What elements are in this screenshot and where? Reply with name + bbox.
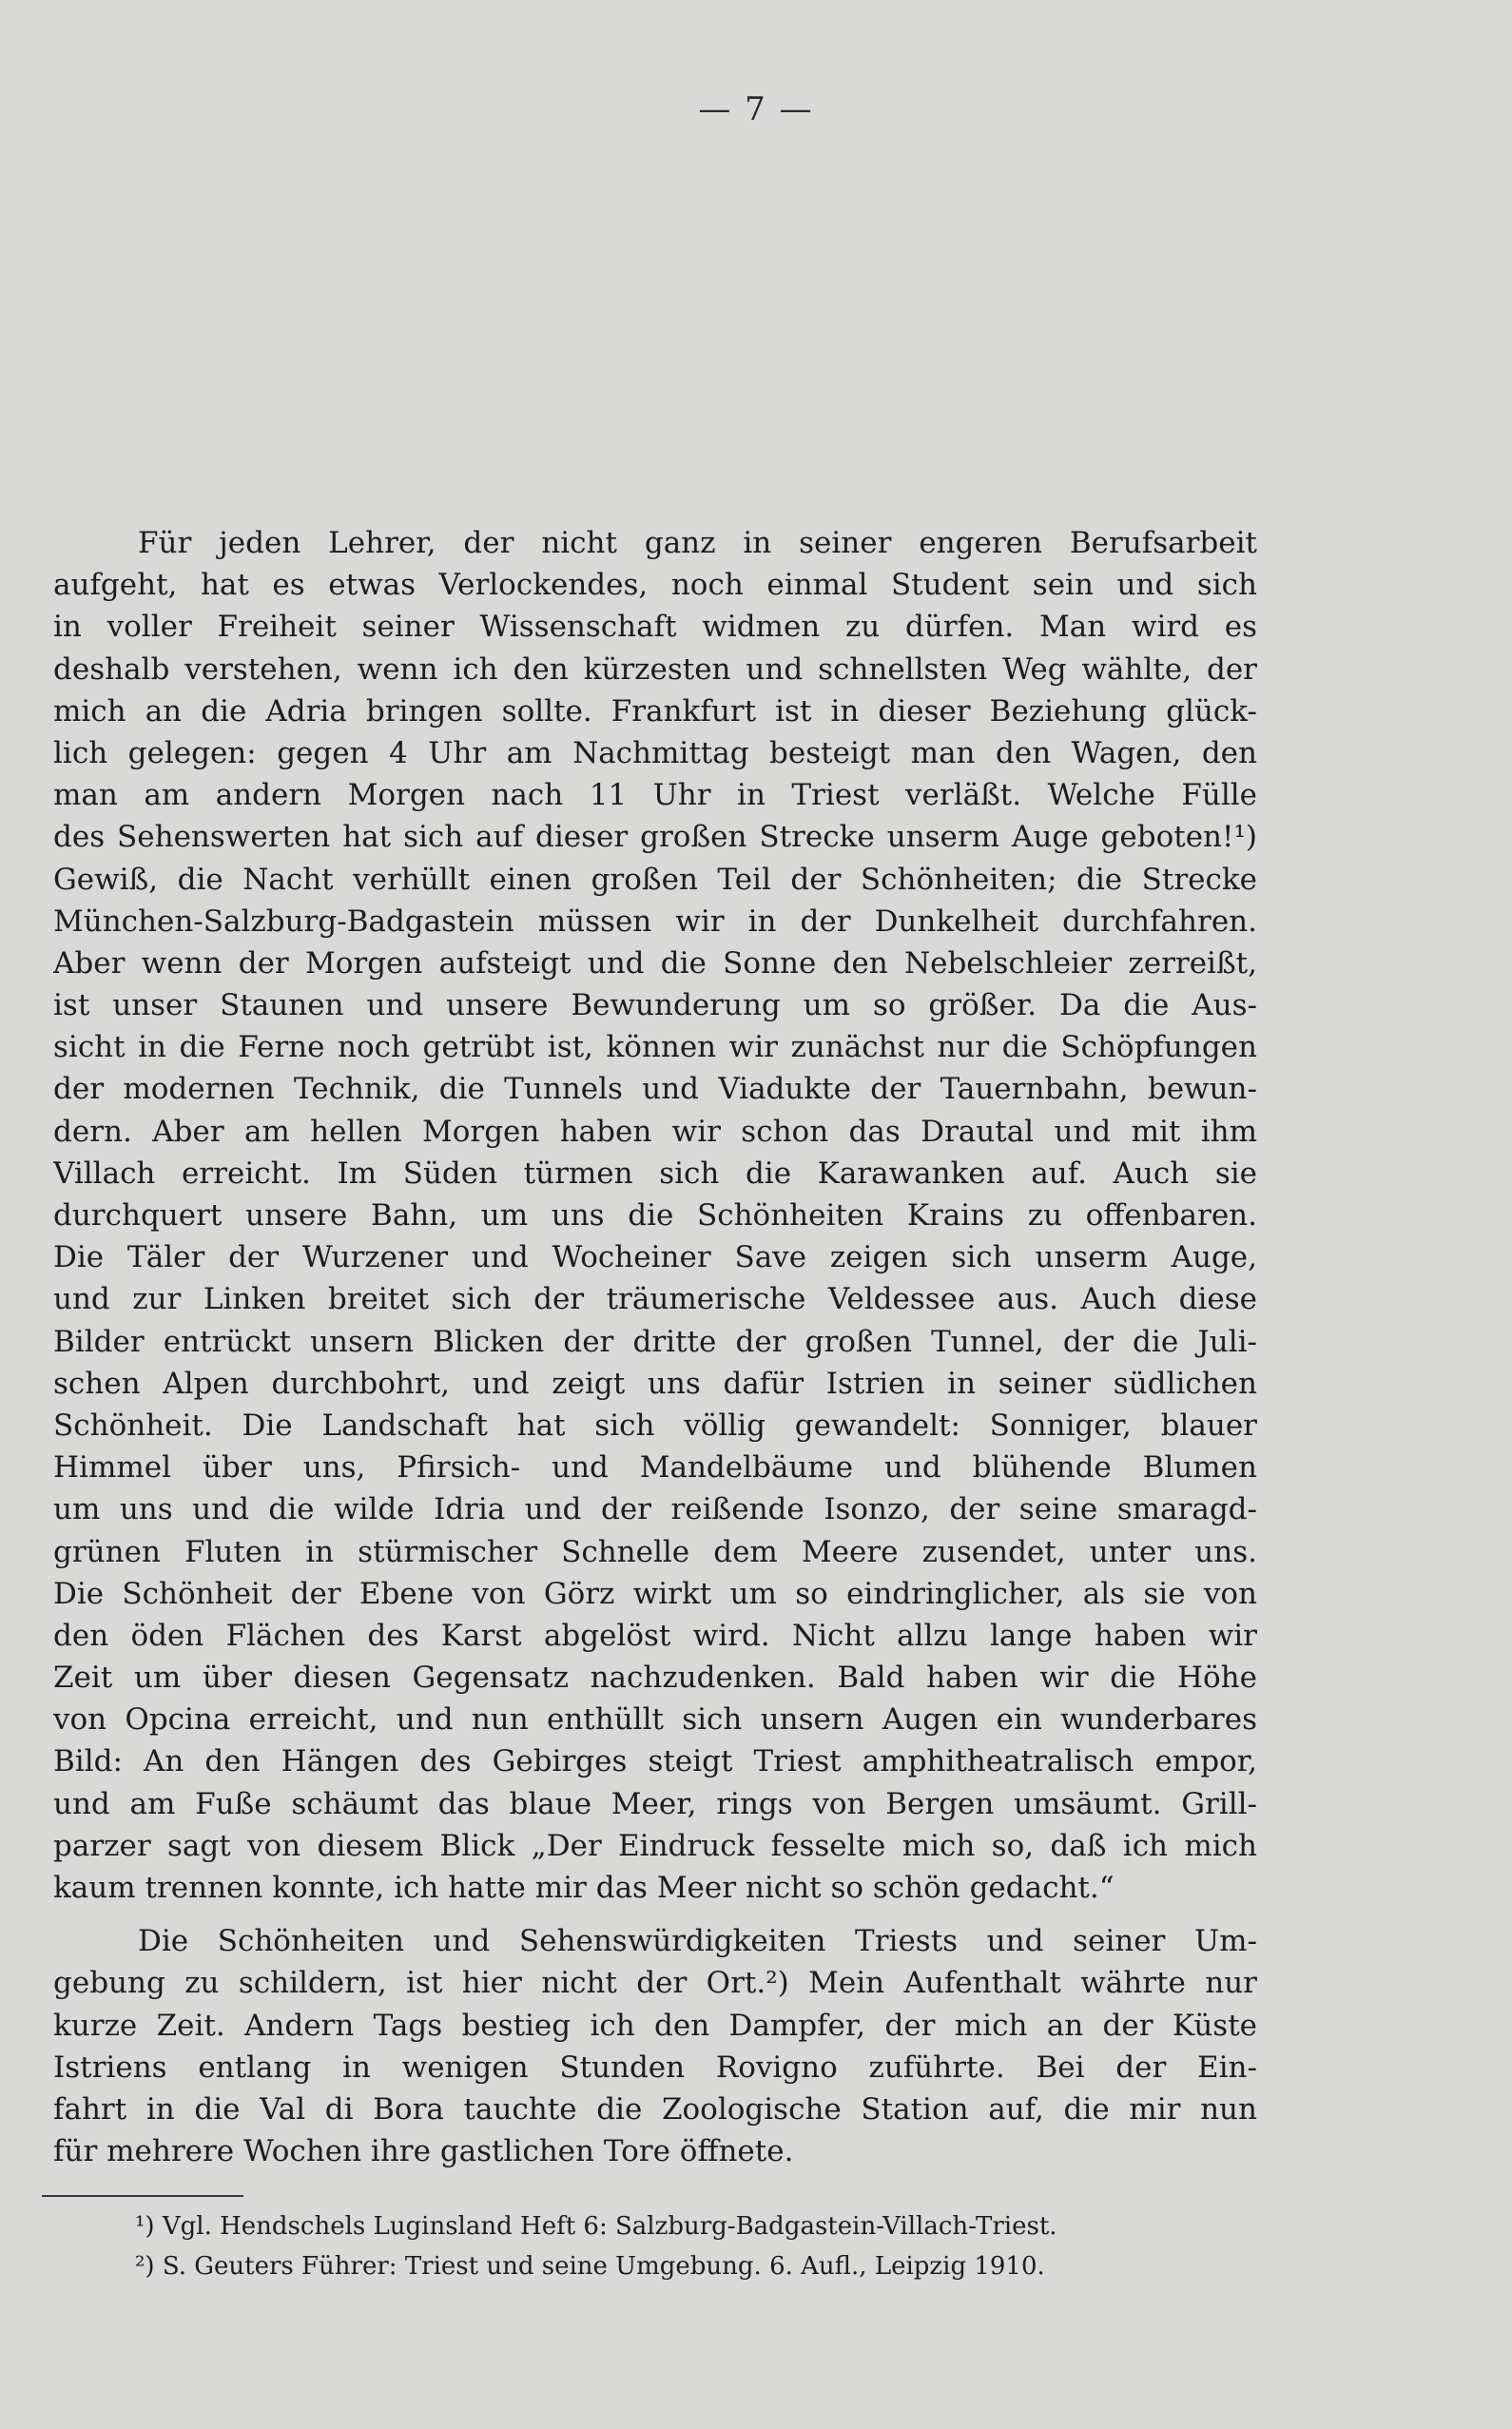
text-line: deshalb verstehen, wenn ich den kürzesten und schnellsten Weg wählte, der <box>53 651 1257 687</box>
text-line: Bild: An den Hängen des Gebirges steigt Triest amphitheatralisch empor, <box>53 1744 1257 1779</box>
text-line: Für jeden Lehrer, der nicht ganz in seiner engeren Berufsarbeit <box>138 526 1257 560</box>
text-line: den öden Flächen des Karst abgelöst wird. Nicht allzu lange haben wir <box>53 1618 1257 1653</box>
paragraph-1 <box>53 522 1257 1909</box>
text-line: gebung zu schildern, ist hier nicht der Ort.²) Mein Aufenthalt währte nur <box>53 1966 1257 2001</box>
text-line: Gewiß, die Nacht verhüllt einen großen Teil der Schönheiten; die Strecke <box>53 862 1257 897</box>
paragraph-gap <box>53 1909 1257 1920</box>
text-line: sicht in die Ferne noch getrübt ist, können wir zunächst nur die Schöpfungen <box>53 1030 1257 1065</box>
text-line: in voller Freiheit seiner Wissenschaft widmen zu dürfen. Man wird es <box>53 610 1257 645</box>
body-text <box>53 522 1257 2172</box>
text-line: Bilder entrückt unsern Blicken der dritte der großen Tunnel, der die Juli- <box>53 1324 1257 1359</box>
text-line: für mehrere Wochen ihre gastlichen Tore öffnete. <box>53 2134 794 2169</box>
text-line: und zur Linken breitet sich der träumerische Veldessee aus. Auch diese <box>53 1282 1257 1317</box>
text-line: dern. Aber am hellen Morgen haben wir schon das Drautal und mit ihm <box>53 1114 1257 1149</box>
footnotes <box>135 2206 1257 2286</box>
text-line: Die Täler der Wurzener und Wocheiner Save zeigen sich unserm Auge, <box>53 1240 1257 1275</box>
text-line: aufgeht, hat es etwas Verlockendes, noch einmal Student sein und sich <box>53 568 1257 603</box>
text-line: und am Fuße schäumt das blaue Meer, rings von Bergen umsäumt. Grill- <box>53 1786 1257 1821</box>
text-line: Villach erreicht. Im Süden türmen sich die Karawanken auf. Auch sie <box>53 1156 1257 1191</box>
text-line: kaum trennen konnte, ich hatte mir das Meer nicht so schön gedacht.“ <box>53 1871 1115 1905</box>
text-line: durchquert unsere Bahn, um uns die Schönheiten Krains zu offenbaren. <box>53 1198 1257 1233</box>
text-line: Himmel über uns, Pfirsich- und Mandelbäume und blühende Blumen <box>53 1450 1257 1486</box>
text-line: kurze Zeit. Andern Tags bestieg ich den Dampfer, der mich an der Küste <box>53 2008 1257 2043</box>
text-line: Aber wenn der Morgen aufsteigt und die Sonne den Nebelschleier zerreißt, <box>53 945 1257 981</box>
text-line: der modernen Technik, die Tunnels und Viadukte der Tauernbahn, bewun- <box>53 1072 1257 1107</box>
footnote-2: ²) S. Geuters Führer: Triest und seine Umgebung. 6. Aufl., Leipzig 1910. <box>135 2252 1045 2281</box>
text-line: des Sehenswerten hat sich auf dieser großen Strecke unserm Auge geboten!¹) <box>53 820 1257 855</box>
paragraph-2 <box>53 1920 1257 2172</box>
text-line: Die Schönheit der Ebene von Görz wirkt um so eindringlicher, als sie von <box>53 1576 1257 1611</box>
text-line: man am andern Morgen nach 11 Uhr in Triest verläßt. Welche Fülle <box>53 778 1257 813</box>
text-line: Die Schönheiten und Sehenswürdigkeiten Triests und seiner Um- <box>138 1924 1257 1959</box>
footnote-1: ¹) Vgl. Hendschels Luginsland Heft 6: Salzburg-Badgastein-Villach-Triest. <box>135 2212 1057 2241</box>
text-line: grünen Fluten in stürmischer Schnelle dem Meere zusendet, unter uns. <box>53 1534 1257 1569</box>
text-line: lich gelegen: gegen 4 Uhr am Nachmittag besteigt man den Wagen, den <box>53 735 1257 770</box>
text-line: Istriens entlang in wenigen Stunden Rovigno zuführte. Bei der Ein- <box>53 2050 1257 2085</box>
text-line: mich an die Adria bringen sollte. Frankfurt ist in dieser Beziehung glück- <box>53 693 1257 729</box>
text-line: um uns und die wilde Idria und der reißende Isonzo, der seine smaragd- <box>53 1492 1257 1527</box>
text-line: ist unser Staunen und unsere Bewunderung um so größer. Da die Aus- <box>53 988 1257 1023</box>
text-line: Schönheit. Die Landschaft hat sich völlig gewandelt: Sonniger, blauer <box>53 1408 1257 1443</box>
text-line: Zeit um über diesen Gegensatz nachzudenken. Bald haben wir die Höhe <box>53 1661 1257 1696</box>
footnote-divider <box>42 2195 243 2197</box>
text-line: München-Salzburg-Badgastein müssen wir in der Dunkelheit durchfahren. <box>53 904 1257 939</box>
text-line: parzer sagt von diesem Blick „Der Eindruck fesselte mich so, daß ich mich <box>53 1828 1257 1863</box>
text-line: fahrt in die Val di Bora tauchte die Zoologische Station auf, die mir nun <box>53 2091 1257 2127</box>
text-line: schen Alpen durchbohrt, und zeigt uns dafür Istrien in seiner südlichen <box>53 1366 1257 1401</box>
page-number: — 7 — <box>698 90 814 128</box>
text-line: von Opcina erreicht, und nun enthüllt sich unsern Augen ein wunderbares <box>53 1702 1257 1738</box>
